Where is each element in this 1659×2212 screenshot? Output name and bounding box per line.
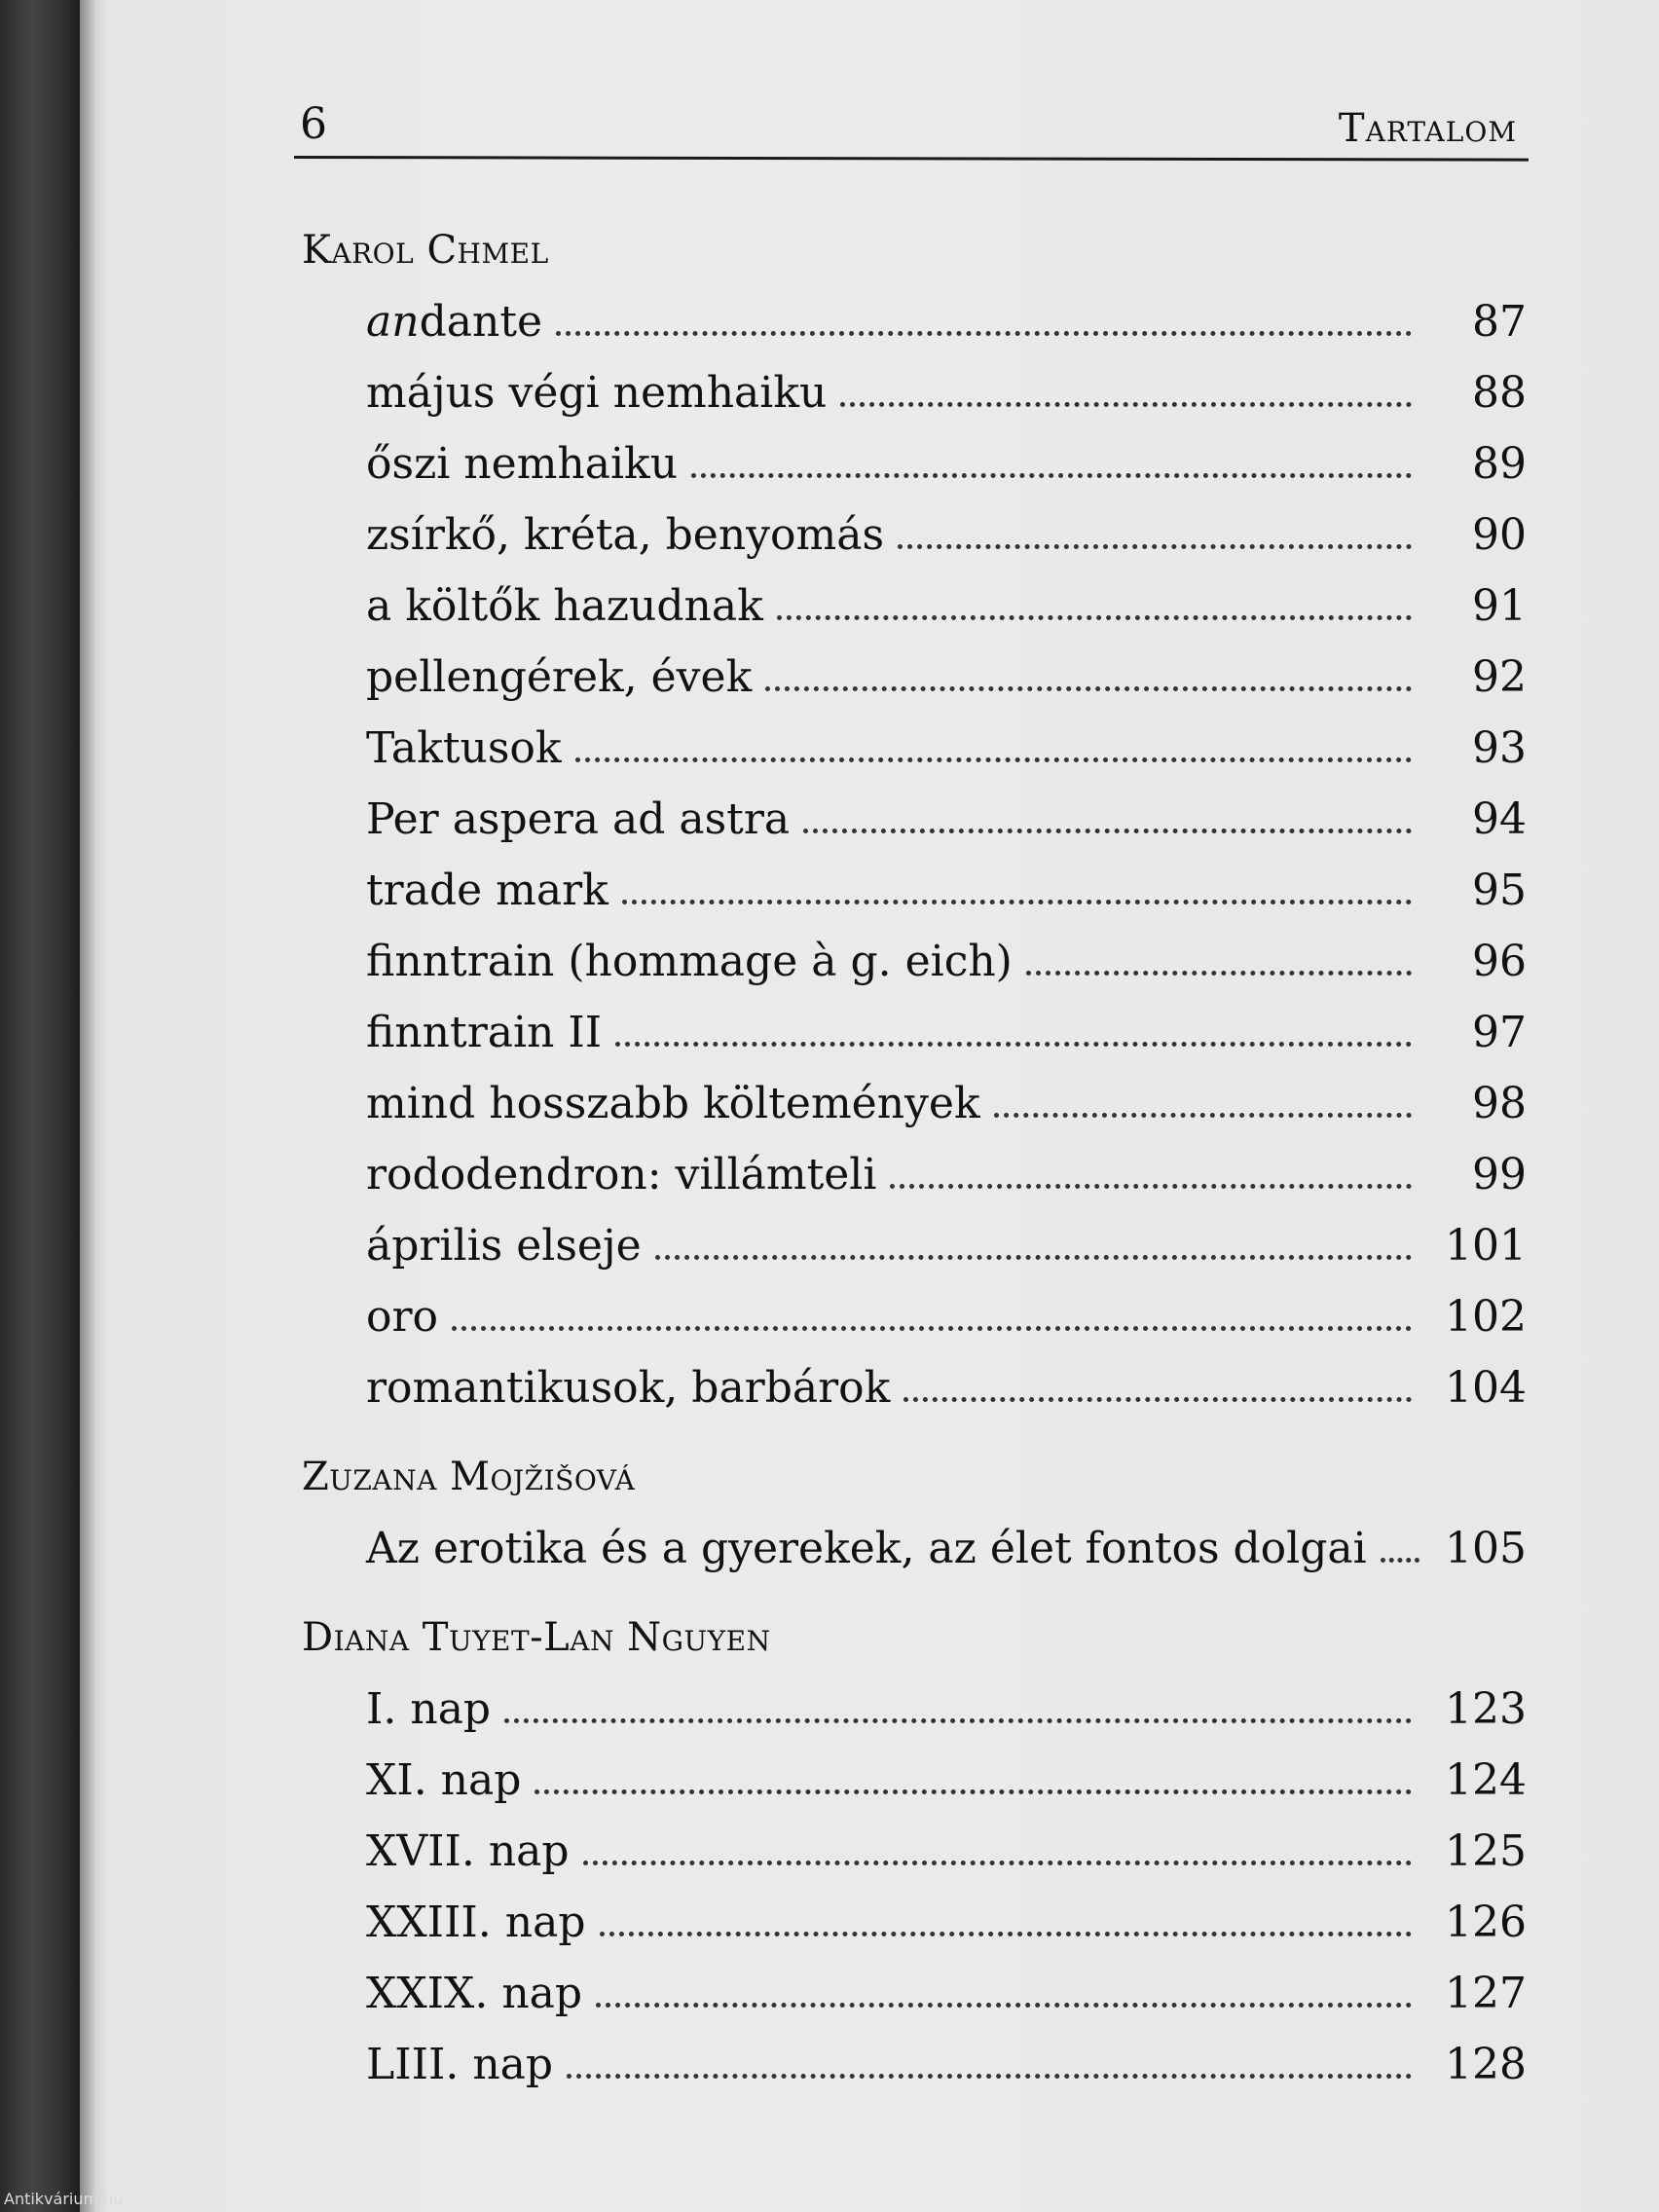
toc-entry-title bbox=[366, 1352, 903, 1423]
dot-leader bbox=[994, 1113, 1412, 1118]
toc-entry-title bbox=[366, 1745, 535, 1816]
toc-page-number: 94 bbox=[1472, 794, 1527, 844]
dot-leader bbox=[890, 1184, 1412, 1189]
toc-entry bbox=[366, 926, 1527, 997]
toc-page-number: 127 bbox=[1445, 1969, 1527, 2018]
dot-leader bbox=[777, 615, 1412, 620]
page-header bbox=[292, 95, 1527, 156]
toc-entry-title-text: Per aspera ad astra bbox=[366, 794, 791, 844]
dot-leader bbox=[567, 2074, 1412, 2079]
toc-entry bbox=[366, 357, 1527, 428]
toc-entry bbox=[366, 1887, 1527, 1958]
toc-entry bbox=[366, 2029, 1527, 2100]
toc-entry-title-text: mind hosszabb költemények bbox=[366, 1079, 980, 1128]
toc-entry-title-text: romantikusok, barbárok bbox=[366, 1363, 891, 1413]
toc-entry bbox=[366, 1139, 1527, 1210]
toc-entry-title bbox=[366, 784, 803, 855]
toc-entry-title bbox=[366, 286, 556, 357]
dot-leader bbox=[535, 1789, 1412, 1794]
toc-entry-title bbox=[366, 1958, 596, 2029]
toc-page-number: 91 bbox=[1472, 581, 1527, 631]
dot-leader bbox=[575, 757, 1412, 762]
toc-entry-title bbox=[366, 1513, 1381, 1584]
dot-leader bbox=[504, 1718, 1412, 1723]
dot-leader bbox=[655, 1255, 1412, 1260]
toc-page-number: 125 bbox=[1445, 1826, 1527, 1876]
toc-entry-title-text: I. nap bbox=[366, 1684, 492, 1734]
toc-entry-title bbox=[366, 357, 840, 428]
toc-page-number: 124 bbox=[1445, 1755, 1527, 1805]
dot-leader bbox=[903, 1397, 1412, 1402]
toc-entry bbox=[366, 855, 1527, 926]
toc-entry bbox=[366, 642, 1527, 713]
dot-leader bbox=[840, 402, 1412, 407]
book-spine bbox=[0, 0, 80, 2212]
toc-entry-title bbox=[366, 1887, 600, 1958]
toc-author: Karol Chmel bbox=[302, 228, 549, 273]
toc-page-number: 105 bbox=[1445, 1524, 1527, 1573]
toc-entry-title-text: LIII. nap bbox=[366, 2040, 554, 2089]
toc-entry-title-text: XVII. nap bbox=[366, 1826, 570, 1876]
toc-page-number: 98 bbox=[1472, 1079, 1527, 1128]
dot-leader bbox=[615, 1042, 1412, 1047]
watermark: Antikvárium.hu bbox=[4, 2190, 124, 2208]
toc-entry-title bbox=[366, 499, 898, 571]
toc-page-number: 93 bbox=[1472, 723, 1527, 773]
toc-entry-title bbox=[366, 1139, 890, 1210]
toc-page-number: 96 bbox=[1472, 937, 1527, 986]
page-edge bbox=[80, 0, 109, 2212]
dot-leader bbox=[765, 686, 1412, 691]
toc-entry bbox=[366, 428, 1527, 499]
toc-page-number: 92 bbox=[1472, 652, 1527, 702]
dot-leader bbox=[1381, 1558, 1419, 1563]
toc-entry-title-text: Az erotika és a gyerekek, az élet fontos dolgai bbox=[366, 1524, 1367, 1573]
dot-leader bbox=[691, 473, 1412, 478]
toc-entry bbox=[366, 286, 1527, 357]
toc-author: Zuzana Mojžišová bbox=[302, 1455, 636, 1499]
table-of-contents bbox=[302, 216, 1527, 2100]
toc-page-number: 89 bbox=[1472, 439, 1527, 489]
toc-page-number: 128 bbox=[1445, 2040, 1527, 2089]
toc-entry-title-text: finntrain (hommage à g. eich) bbox=[366, 937, 1013, 986]
toc-page-number: 95 bbox=[1472, 866, 1527, 915]
toc-entry-title bbox=[366, 1210, 655, 1281]
toc-entry-title-text: oro bbox=[366, 1292, 439, 1342]
toc-entry bbox=[366, 1674, 1527, 1745]
toc-entry-title bbox=[366, 428, 691, 499]
toc-entry-title bbox=[366, 571, 777, 642]
toc-entry-title-text: trade mark bbox=[366, 866, 608, 915]
dot-leader bbox=[1026, 971, 1412, 976]
toc-entry-title bbox=[366, 855, 622, 926]
toc-entry-title-text: őszi nemhaiku bbox=[366, 439, 679, 489]
toc-entry bbox=[366, 1958, 1527, 2029]
toc-entry-title bbox=[366, 1281, 452, 1352]
dot-leader bbox=[600, 1932, 1413, 1936]
toc-entry-title bbox=[366, 642, 765, 713]
toc-entry bbox=[366, 997, 1527, 1068]
toc-entry-title bbox=[366, 1674, 504, 1745]
toc-entry-title bbox=[366, 1068, 994, 1139]
page-number: 6 bbox=[300, 99, 327, 149]
toc-entry bbox=[366, 1068, 1527, 1139]
toc-entry-title-italic: an bbox=[366, 297, 420, 347]
toc-entry bbox=[366, 1210, 1527, 1281]
toc-entry-title-text: zsírkő, kréta, benyomás bbox=[366, 510, 885, 560]
toc-author: Diana Tuyet-Lan Nguyen bbox=[302, 1615, 771, 1660]
toc-page-number: 102 bbox=[1445, 1292, 1527, 1342]
dot-leader bbox=[583, 1861, 1412, 1865]
toc-entry-title-text: dante bbox=[419, 297, 543, 347]
dot-leader bbox=[622, 900, 1412, 904]
toc-entry bbox=[366, 1816, 1527, 1887]
toc-entry bbox=[366, 713, 1527, 784]
toc-entry bbox=[366, 1281, 1527, 1352]
toc-page-number: 123 bbox=[1445, 1684, 1527, 1734]
toc-entry bbox=[366, 1352, 1527, 1423]
dot-leader bbox=[452, 1326, 1412, 1331]
dot-leader bbox=[898, 544, 1412, 549]
toc-entry-title-text: rododendron: villámteli bbox=[366, 1150, 877, 1199]
running-title: Tartalom bbox=[1338, 106, 1517, 151]
toc-entry-title bbox=[366, 926, 1026, 997]
toc-entry-title-text: pellengérek, évek bbox=[366, 652, 753, 702]
toc-entry-title bbox=[366, 997, 615, 1068]
toc-entry bbox=[366, 571, 1527, 642]
toc-entry-title bbox=[366, 2029, 567, 2100]
toc-entry bbox=[366, 1745, 1527, 1816]
toc-entry-title bbox=[366, 1816, 583, 1887]
toc-entry-title-text: XXIII. nap bbox=[366, 1898, 586, 1947]
toc-page-number: 126 bbox=[1445, 1898, 1527, 1947]
toc-entry-title-text: finntrain II bbox=[366, 1008, 603, 1057]
toc-page-number: 101 bbox=[1445, 1221, 1527, 1271]
toc-entry-title-text: Taktusok bbox=[366, 723, 562, 773]
toc-page-number: 99 bbox=[1472, 1150, 1527, 1199]
toc-entry-title-text: május végi nemhaiku bbox=[366, 368, 828, 418]
toc-entry-title-text: a költők hazudnak bbox=[366, 581, 763, 631]
toc-entry-title-text: április elseje bbox=[366, 1221, 642, 1271]
toc-entry-title-text: XXIX. nap bbox=[366, 1969, 583, 2018]
toc-entry bbox=[366, 784, 1527, 855]
dot-leader bbox=[556, 331, 1412, 336]
toc-page-number: 104 bbox=[1445, 1363, 1527, 1413]
toc-entry bbox=[366, 1513, 1527, 1584]
toc-entry-title bbox=[366, 713, 575, 784]
dot-leader bbox=[803, 829, 1412, 833]
toc-entry-title-text: XI. nap bbox=[366, 1755, 522, 1805]
dot-leader bbox=[596, 2003, 1412, 2008]
toc-entry bbox=[366, 499, 1527, 571]
toc-page-number: 90 bbox=[1472, 510, 1527, 560]
toc-page-number: 87 bbox=[1472, 297, 1527, 347]
toc-page-number: 88 bbox=[1472, 368, 1527, 418]
toc-page-number: 97 bbox=[1472, 1008, 1527, 1057]
